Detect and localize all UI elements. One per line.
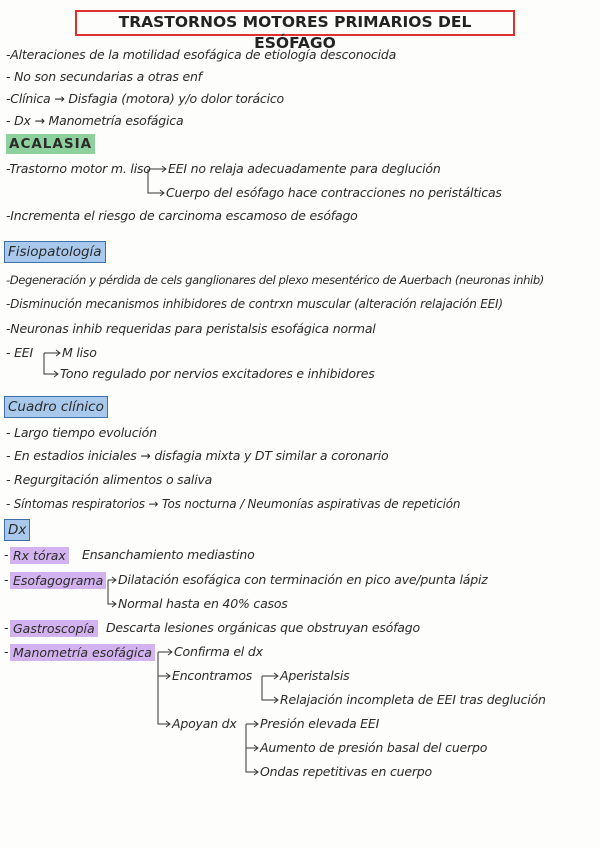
arrow-mano-a [158,649,172,655]
fisio-item-2: -Disminución mecanismos inhibidores de contrxn muscular (alteración relajación EEI) [6,297,503,311]
fisio-item-1: -Degeneración y pérdida de cels ganglionares del plexo mesentérico de Auerbach (neuronas inhib) [6,273,544,287]
arrow-mano-b2 [262,676,278,703]
section-heading-dx: Dx [4,519,30,541]
intro-line-2: - No son secundarias a otras enf [6,69,202,84]
dx-esofagograma-label: Esofagograma [10,572,106,589]
dx-esofagograma-a: Dilatación esofágica con terminación en pico ave/punta lápiz [118,572,488,587]
page-title: TRASTORNOS MOTORES PRIMARIOS DEL ESÓFAGO [75,10,515,36]
dx-manometria-apoyan: Apoyan dx [172,716,237,731]
clinico-item-1: - Largo tiempo evolución [6,425,157,440]
dx-manometria-presion-eei: Presión elevada EEI [260,716,380,731]
dx-manometria-encontramos: Encontramos [172,668,253,683]
arrow-mano-b [158,652,170,679]
clinico-item-2: - En estadios iniciales → disfagia mixta y DT similar a coronario [6,448,389,463]
arrow-mano-c3 [246,748,258,775]
acalasia-definition-b: Cuerpo del esófago hace contracciones no peristálticas [166,185,502,200]
dx-esofagograma-b: Normal hasta en 40% casos [118,596,288,611]
section-heading-fisiopatologia: Fisiopatología [4,241,106,263]
arrow-eei-a [44,350,60,356]
intro-line-4: - Dx → Manometría esofágica [6,113,184,128]
arrow-eso-b [108,580,116,607]
fisio-eei-a: M liso [62,345,97,360]
dx-manometria-ondas: Ondas repetitivas en cuerpo [260,764,432,779]
dx-manometria-confirma: Confirma el dx [174,644,263,659]
arrow-mano-c [158,676,170,727]
dx-manometria-aperistalsis: Aperistalsis [280,668,350,683]
fisio-item-3: -Neuronas inhib requeridas para peristalsis esofágica normal [6,321,376,336]
acalasia-definition-a: EEI no relaja adecuadamente para deglución [168,161,441,176]
acalasia-definition-prefix: -Trastorno motor m. liso [6,161,151,176]
clinico-item-4: - Síntomas respiratorios → Tos nocturna / Neumonías aspirativas de repetición [6,497,461,511]
acalasia-risk: -Incrementa el riesgo de carcinoma escamoso de esófago [6,208,358,223]
arrow-acalasia-a [150,166,166,172]
dx-gastroscopia-label: Gastroscopía [10,620,98,637]
arrow-acalasia-b [148,169,164,196]
clinico-item-3: - Regurgitación alimentos o saliva [6,472,213,487]
fisio-eei-prefix: - EEI [6,345,33,360]
arrow-mano-b1 [262,673,278,679]
section-heading-acalasia: ACALASIA [6,134,95,154]
fisio-eei-b: Tono regulado por nervios excitadores e inhibidores [60,366,375,381]
dx-manometria-label: Manometría esofágica [10,644,155,661]
dx-manometria-presion-basal: Aumento de presión basal del cuerpo [260,740,488,755]
dx-rx-torax-text: Ensanchamiento mediastino [82,547,255,562]
dx-gastroscopia-text: Descarta lesiones orgánicas que obstruyan esófago [106,620,420,635]
dx-rx-torax-label: Rx tórax [10,547,69,564]
arrow-eei-b [44,353,58,377]
section-heading-cuadro-clinico: Cuadro clínico [4,396,108,418]
intro-line-1: -Alteraciones de la motilidad esofágica de etiología desconocida [6,47,397,62]
arrow-mano-c2 [246,724,258,751]
dx-manometria-relajacion: Relajación incompleta de EEI tras deglución [280,692,546,707]
arrow-eso-a [108,577,116,583]
intro-line-3: -Clínica → Disfagia (motora) y/o dolor torácico [6,91,285,106]
arrow-mano-c1 [246,721,258,727]
